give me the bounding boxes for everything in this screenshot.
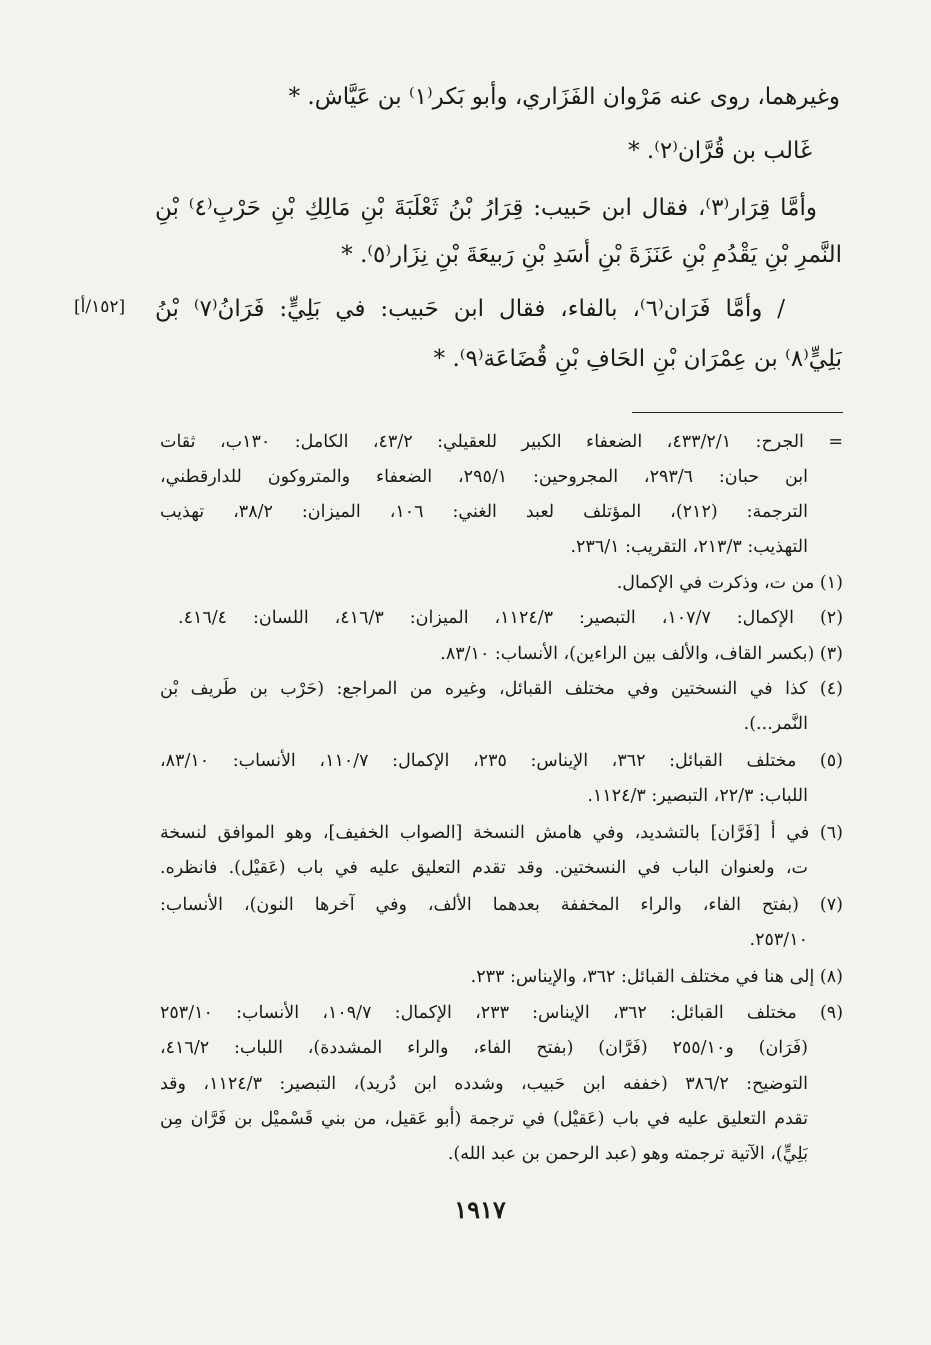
footnote-line-3: الترجمة: (٢١٢)، المؤتلف لعبد الغني: ١٠٦، الميزان: ٣٨/٢، تهذيب	[160, 502, 808, 522]
footnote-line-1: = الجرح: ٤٣٣/٢/١، الضعفاء الكبير للعقيلي: ٤٣/٢، الكامل: ١٣٠ب، ثقات	[160, 432, 843, 452]
footnote-line-8: (٤) كذا في النسختين وفي مختلف القبائل، وغيره من المراجع: (حَرْب بن طَريف بْن	[160, 679, 843, 699]
footnote-line-20: تقدم التعليق عليه في باب (عَقيْل) في ترجمة (أبو عَقيل، من بني قَسْميْل بن فَرَّان مِن	[160, 1109, 808, 1129]
main-text-line-5: / وأمَّا فَرَان⁽٦⁾، بالفاء، فقال ابن حَبيب: في بَلِيٍّ: فَرَانُ⁽٧⁾ بْنُ	[155, 296, 785, 322]
footnote-line-7: (٣) (بكسر القاف، والألف بين الراءين)، الأنساب: ٨٣/١٠.	[440, 644, 843, 664]
main-text-line-1: وغيرهما، روى عنه مَرْوان الفَزَاري، وأبو بَكر⁽١⁾ بن عَيَّاش. *	[288, 84, 840, 110]
footnote-line-9: النَّمر...).	[743, 714, 808, 734]
footnote-line-6: (٢) الإكمال: ١٠٧/٧، التبصير: ١١٢٤/٣، الميزان: ٤١٦/٣، اللسان: ٤١٦/٤.	[178, 608, 843, 628]
footnote-line-5: (١) من ت، وذكرت في الإكمال.	[616, 573, 843, 593]
footnote-line-18: (فَرَان) و٢٥٥/١٠ (فَرَّان) (بفتح الفاء، والراء المشددة)، اللباب: ٤١٦/٢،	[160, 1038, 808, 1058]
footnote-line-15: ٢٥٣/١٠.	[749, 930, 808, 950]
main-text-line-4: النَّمرِ بْنِ يَقْدُمِ بْنِ عَنَزَةَ بْنِ أَسَدِ بْنِ رَبيعَةَ بْنِ نِزَار⁽٥⁾. *	[341, 242, 842, 268]
main-text-line-2: غَالب بن قُرَّان⁽٢⁾. *	[628, 138, 812, 164]
page-number: ١٩١٧	[454, 1195, 506, 1224]
footnote-line-19: التوضيح: ٣٨٦/٢ (خففه ابن حَبيب، وشدده ابن دُريد)، التبصير: ١١٢٤/٣، وقد	[160, 1074, 808, 1094]
footnote-line-16: (٨) إلى هنا في مختلف القبائل: ٣٦٢، والإيناس: ٢٣٣.	[470, 967, 843, 987]
main-text-line-6: بَلِيٍّ⁽٨⁾ بن عِمْرَان بْنِ الحَافِ بْنِ قُضَاعَة⁽٩⁾. *	[433, 346, 842, 372]
footnote-line-13: ت، ولعنوان الباب في النسختين. وقد تقدم التعليق عليه في باب (عَقيْل). فانظره.	[160, 858, 808, 878]
footnote-line-4: التهذيب: ٢١٣/٣، التقريب: ٢٣٦/١.	[570, 537, 808, 557]
margin-folio-reference: [١٥٢/أ]	[74, 297, 126, 317]
footnote-line-2: ابن حبان: ٢٩٣/٦، المجروحين: ٢٩٥/١، الضعفاء والمتروكون للدارقطني،	[160, 467, 808, 487]
footnote-line-12: (٦) في أ [فَرَّان] بالتشديد، وفي هامش النسخة [الصواب الخفيف]، وهو الموافق لنسخة	[160, 823, 843, 843]
footnote-line-11: اللباب: ٢٢/٣، التبصير: ١١٢٤/٣.	[587, 786, 808, 806]
footnote-line-17: (٩) مختلف القبائل: ٣٦٢، الإيناس: ٢٣٣، الإكمال: ١٠٩/٧، الأنساب: ٢٥٣/١٠	[160, 1003, 843, 1023]
footnote-separator	[632, 412, 843, 413]
main-text-line-3: وأمَّا قِرَار⁽٣⁾، فقال ابن حَبيب: قِرَارُ بْنُ ثَعْلَبَةَ بْنِ مَالِكِ بْنِ حَرْبِ⁽٤⁾ بْنِ	[155, 195, 817, 221]
footnote-line-14: (٧) (بفتح الفاء، والراء المخففة بعدهما الألف، وفي آخرها النون)، الأنساب:	[160, 895, 843, 915]
footnote-line-21: بَلِيٍّ)، الآتية ترجمته وهو (عبد الرحمن بن عبد الله).	[447, 1144, 808, 1164]
footnote-line-10: (٥) مختلف القبائل: ٣٦٢، الإيناس: ٢٣٥، الإكمال: ١١٠/٧، الأنساب: ٨٣/١٠،	[160, 751, 843, 771]
